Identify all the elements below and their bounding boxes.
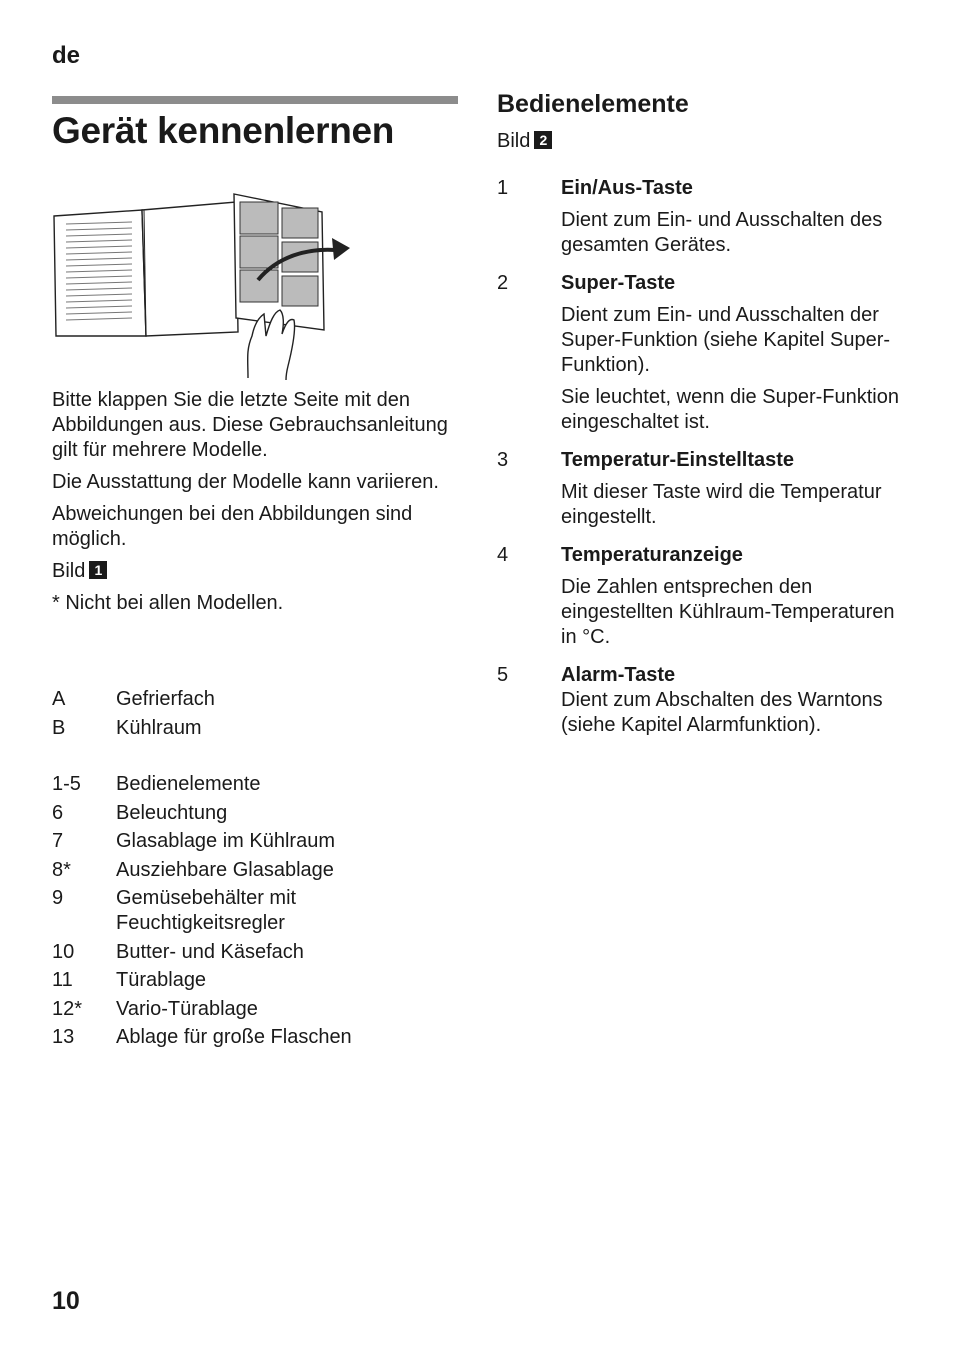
figure-number-badge: 2 <box>534 131 552 149</box>
control-name: Temperaturanzeige <box>561 544 743 566</box>
control-description: Dient zum Ein- und Ausschalten der Super-Funktion (siehe Kapitel Super-Funktion). <box>561 304 891 376</box>
list-item <box>52 886 462 936</box>
controls-list <box>497 176 907 751</box>
legend-label: Gefrierfach <box>116 688 215 710</box>
control-number: 4 <box>497 544 509 566</box>
legend-label: Gemüsebehälter mit Feuchtigkeitsregler <box>116 887 297 934</box>
figure-label: Bild <box>497 130 531 152</box>
control-number: 3 <box>497 449 509 471</box>
legend-key: 7 <box>52 830 64 852</box>
legend-label: Ausziehbare Glasablage <box>116 858 334 881</box>
page-title: Gerät kennenlernen <box>52 110 395 151</box>
control-description: Dient zum Ein- und Ausschalten des gesamten Gerätes. <box>561 209 883 256</box>
figure-label: Bild <box>52 560 86 582</box>
list-item <box>497 543 907 657</box>
legend-key: 10 <box>52 940 75 963</box>
list-item <box>52 997 462 1022</box>
intro-text <box>52 388 462 623</box>
legend-key: 1-5 <box>52 773 81 795</box>
legend-key: 12* <box>52 997 83 1020</box>
legend-label: Beleuchtung <box>116 801 228 824</box>
legend-key: 13 <box>52 1026 75 1048</box>
legend-key: 6 <box>52 801 64 824</box>
figure-number-badge: 1 <box>89 561 107 579</box>
list-item <box>52 858 462 883</box>
control-description: Sie leuchtet, wenn die Super-Funktion eingeschaltet ist. <box>561 386 899 433</box>
legend-zones <box>52 687 462 744</box>
list-item <box>52 829 462 854</box>
list-item <box>52 687 462 712</box>
legend-key: 11 <box>52 969 73 991</box>
control-description: Mit dieser Taste wird die Temperatur eingestellt. <box>561 481 882 528</box>
legend-parts <box>52 772 462 1054</box>
list-item <box>497 271 907 442</box>
heading-rule <box>52 96 458 104</box>
control-name: Temperatur-Einstelltaste <box>561 449 795 471</box>
legend-label: Vario-Türablage <box>116 997 258 1020</box>
list-item <box>52 716 462 741</box>
legend-label: Ablage für große Flaschen <box>116 1026 352 1048</box>
section-heading: Bedienelemente <box>497 90 689 118</box>
list-item <box>52 801 462 826</box>
legend-key: 8* <box>52 858 71 881</box>
list-item <box>52 968 462 993</box>
legend-label: Glasablage im Kühlraum <box>116 830 335 852</box>
list-item <box>497 448 907 537</box>
figure-reference <box>52 559 462 584</box>
list-item <box>52 940 462 965</box>
control-number: 1 <box>497 177 509 199</box>
intro-paragraph: Bitte klappen Sie die letzte Seite mit den Abbildungen aus. Diese Gebrauchsanleitung gilt für mehrere Modelle. <box>52 389 448 461</box>
control-name: Super-Taste <box>561 272 676 294</box>
language-label: de <box>52 42 81 69</box>
legend-key: A <box>52 688 66 710</box>
legend-key: B <box>52 716 66 739</box>
foldout-illustration <box>52 190 352 380</box>
legend-label: Kühlraum <box>116 716 202 739</box>
control-name: Alarm-Taste <box>561 664 676 686</box>
legend-key: 9 <box>52 887 64 909</box>
control-description: Dient zum Abschalten des Warntons (siehe Kapitel Alarmfunktion). <box>561 689 883 736</box>
figure-reference <box>497 130 552 153</box>
control-description: Die Zahlen entsprechen den eingestellten Kühlraum-Temperaturen in °C. <box>561 576 895 648</box>
list-item <box>52 772 462 797</box>
control-number: 5 <box>497 664 509 686</box>
legend-label: Butter- und Käsefach <box>116 940 304 963</box>
list-item <box>497 176 907 265</box>
control-name: Ein/Aus-Taste <box>561 177 693 199</box>
legend-label: Bedienelemente <box>116 773 261 795</box>
intro-paragraph: Die Ausstattung der Modelle kann variieren. <box>52 471 439 493</box>
list-item <box>52 1025 462 1050</box>
footnote: * Nicht bei allen Modellen. <box>52 592 284 614</box>
page-number: 10 <box>52 1287 80 1315</box>
control-number: 2 <box>497 272 509 294</box>
intro-paragraph: Abweichungen bei den Abbildungen sind möglich. <box>52 503 413 550</box>
legend-label: Türablage <box>116 969 207 991</box>
list-item <box>497 663 907 745</box>
